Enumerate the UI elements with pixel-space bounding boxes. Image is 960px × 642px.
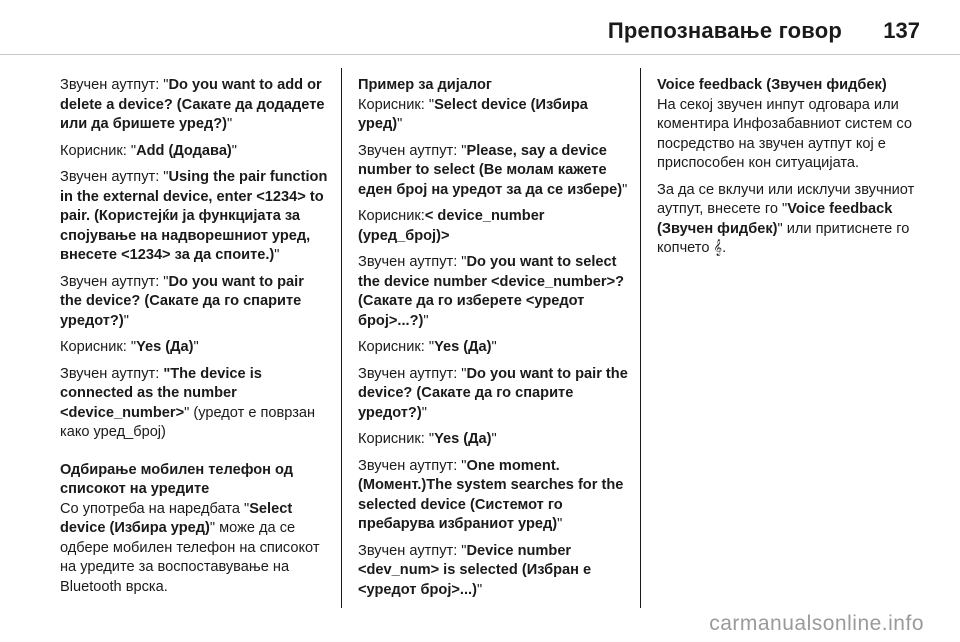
paragraph: Корисник: "Select device (Избира уред)" [358,96,588,132]
column-divider-1 [341,68,342,608]
paragraph: Звучен аутпут: "Using the pair function in the external device, enter <1234> to pair. (Користејќи ја функцијата за спојување на надворешниот уред, внесете <1234> за да споите.)" [60,169,328,263]
section-heading: Пример за дијалог [358,77,492,93]
section-heading: Одбирање мобилен телефон од списокот на уредите [60,461,294,497]
voice-button-icon: 𝄞 [713,240,723,256]
watermark: carmanualsonline.info [709,612,924,635]
paragraph: Корисник:< device_number (уред_број)> [358,208,545,244]
paragraph: На секој звучен инпут одговара или коментира Инфозабавниот систем со посредство на звучен аутпут кој е приспособен кон ситуацијата. [657,96,912,171]
paragraph: Звучен аутпут: "Do you want to pair the device? (Сакате да го спарите уредот?)" [60,273,304,329]
page-header [0,0,960,50]
paragraph: Звучен аутпут: "Do you want to select the device number <device_number>? (Сакате да го изберете <уредот број>...?)" [358,254,625,329]
paragraph: Звучен аутпут: "Do you want to add or delete a device? (Сакате да додадете или да бришете уред?)" [60,77,325,132]
paragraph: Корисник: "Yes (Да)" [358,431,497,447]
paragraph: Корисник: "Yes (Да)" [358,339,497,355]
column-2 [358,76,634,607]
paragraph: Звучен аутпут: "Please, say a device number to select (Ве молам кажете еден број на уредот за да се избере)" [358,142,628,198]
paragraph: Звучен аутпут: "The device is connected as the number <device_number>" (уредот е поврзан како уред_број) [60,365,316,440]
column-divider-2 [640,68,641,608]
column-1 [60,76,328,604]
column-3 [657,76,927,266]
paragraph: Корисник: "Add (Додава)" [60,142,237,159]
section-heading: Voice feedback (Звучен фидбек) [657,77,887,93]
header-divider [0,54,960,55]
paragraph: Со употреба на наредбата "Select device (Избира уред)" може да се одбере мобилен телефон на списокот на уредите за воспоставување на Bluetooth врска. [60,500,320,595]
paragraph: Звучен аутпут: "Do you want to pair the device? (Сакате да го спарите уредот?)" [358,365,628,421]
page-title: Препознавање говор [607,18,842,43]
paragraph: Звучен аутпут: "One moment. (Момент.)The system searches for the selected device (Системот го пребарува избраниот уред)" [358,457,624,532]
paragraph: Корисник: "Yes (Да)" [60,339,199,355]
paragraph: Звучен аутпут: "Device number <dev_num> is selected (Избран е <уредот број>...)" [358,542,592,598]
page-number: 137 [883,18,920,43]
paragraph: За да се вклучи или исклучи звучниот аутпут, внесете го "Voice feedback (Звучен фидбек)" или притиснете го копчето 𝄞. [657,181,915,256]
